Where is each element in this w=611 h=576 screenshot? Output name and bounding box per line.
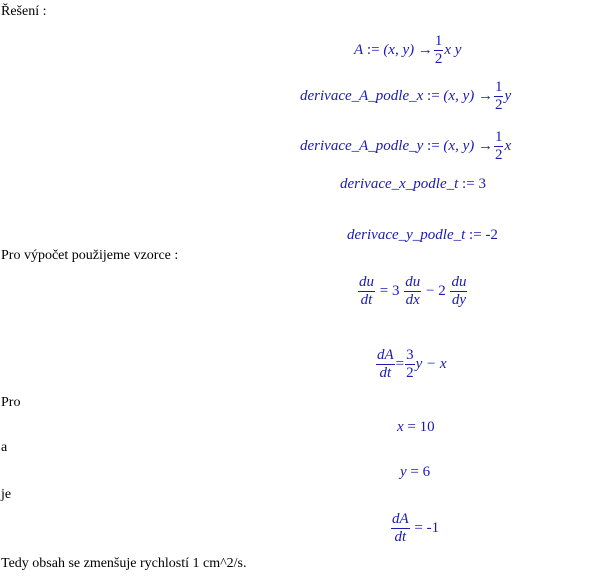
math-value: -1 <box>426 519 440 536</box>
math-value: 6 <box>422 464 431 480</box>
math-coefficient: 3 <box>391 282 400 299</box>
math-y-value <box>400 465 430 480</box>
text-tedy: Tedy obsah se zmenšuje rychlostí 1 cm^2/s. <box>1 556 247 571</box>
math-value: 10 <box>419 419 435 435</box>
math-equals: = <box>395 355 405 372</box>
math-args: (x, y) <box>443 137 475 154</box>
math-rest: x y <box>444 41 462 58</box>
text-pro-vypocet: Pro výpočet použijeme vzorce : <box>1 248 179 263</box>
math-args: (x, y) <box>383 41 415 58</box>
text-a: a <box>1 440 8 455</box>
math-assign: := <box>469 227 482 243</box>
math-operator: − <box>425 282 435 299</box>
math-fraction: $\frac{du}{dt}$ <box>359 274 374 308</box>
text-pro: Pro <box>1 395 21 410</box>
math-dyt-definition <box>347 228 498 243</box>
math-A-definition <box>354 33 461 68</box>
math-lhs: A <box>354 41 364 58</box>
math-assign: := <box>366 41 380 58</box>
math-dAy-definition <box>300 129 511 164</box>
math-dA-dt-expression <box>375 347 447 382</box>
math-x-value <box>397 420 435 435</box>
math-fraction: $\frac{3}{2}$ <box>406 347 414 381</box>
math-assign: := <box>462 176 475 192</box>
math-coefficient: 2 <box>438 282 446 299</box>
math-var: y <box>400 464 407 480</box>
math-var: x <box>397 419 404 435</box>
math-equals: = <box>414 519 423 536</box>
math-args: (x, y) <box>443 87 475 104</box>
math-dAx-definition <box>300 79 511 114</box>
math-arrow: → <box>477 137 493 154</box>
math-lhs: derivace_y_podle_t <box>347 227 466 243</box>
math-assign: := <box>427 137 440 154</box>
math-fraction: $\frac{du}{dx}$ <box>405 274 421 308</box>
text-je: je <box>1 487 12 502</box>
math-rest: x <box>504 137 512 154</box>
math-fraction: $\frac{dA}{dt}$ <box>392 511 409 545</box>
math-value: -2 <box>485 227 498 243</box>
math-value: 3 <box>478 176 486 192</box>
math-chain-rule-formula <box>357 274 468 309</box>
math-equals: = <box>379 282 389 299</box>
math-fraction: $\frac{1}{2}$ <box>494 129 503 163</box>
math-lhs: derivace_x_podle_t <box>340 176 459 192</box>
math-rest: y − x <box>415 355 447 372</box>
math-fraction: $\frac{1}{2}$ <box>434 33 443 67</box>
math-result <box>390 511 439 546</box>
math-assign: := <box>427 87 440 104</box>
math-lhs: derivace_A_podle_y <box>300 137 424 154</box>
math-lhs: derivace_A_podle_x <box>300 87 424 104</box>
math-equals: = <box>410 464 419 480</box>
heading-reseni: Řešení : <box>1 4 47 19</box>
math-fraction: $\frac{du}{dy}$ <box>451 274 467 308</box>
math-arrow: → <box>417 41 433 58</box>
math-dxt-definition <box>340 177 486 192</box>
math-equals: = <box>407 419 416 435</box>
math-fraction: $\frac{1}{2}$ <box>494 79 503 113</box>
math-rest: y <box>504 87 512 104</box>
math-arrow: → <box>477 87 493 104</box>
math-fraction: $\frac{dA}{dt}$ <box>377 347 394 381</box>
